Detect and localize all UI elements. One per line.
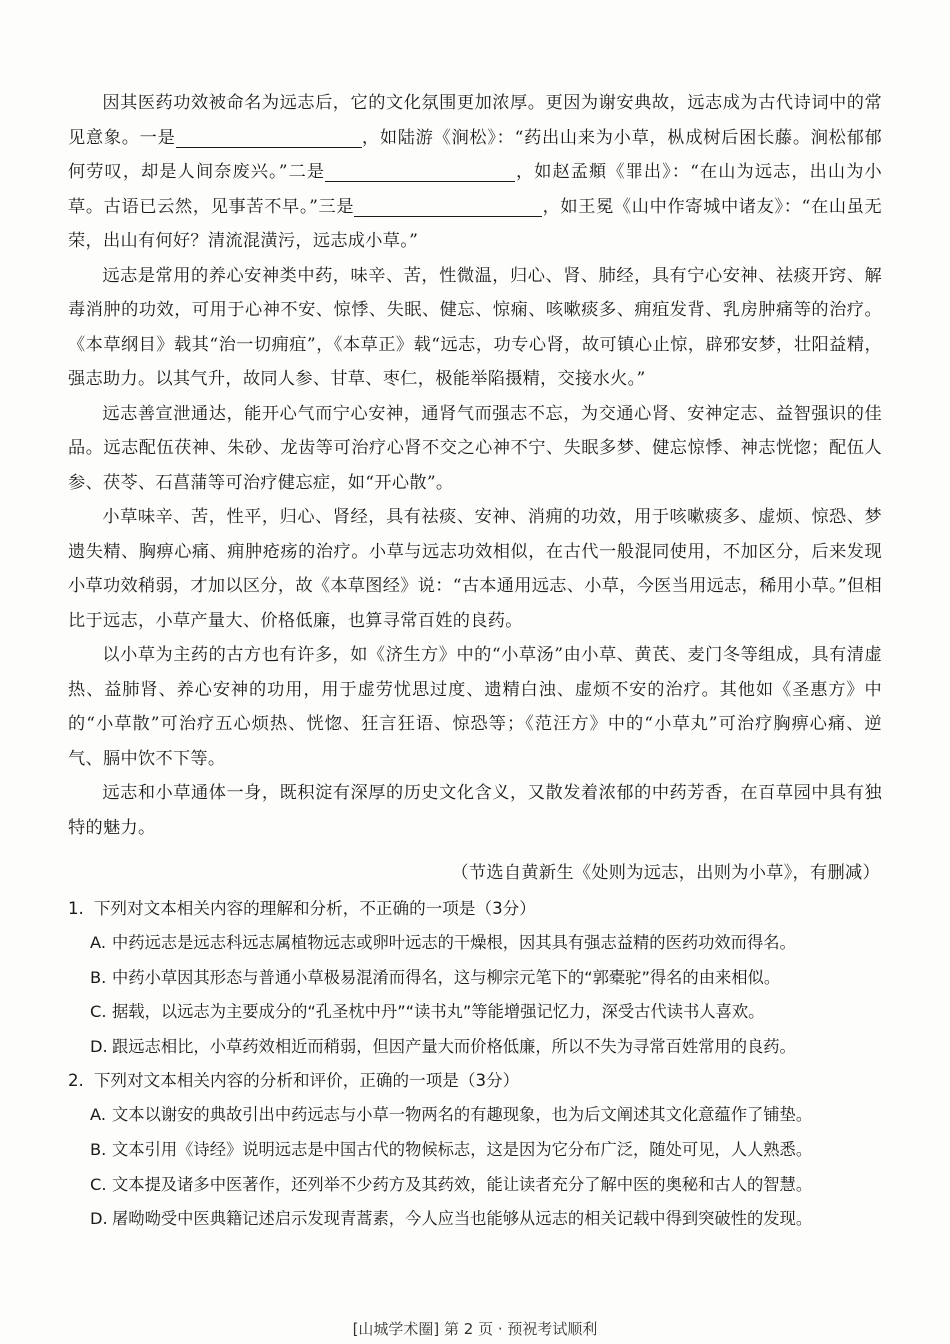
option-letter: C. [90, 1174, 107, 1194]
option-text: 中药远志是远志科远志属植物远志或卵叶远志的干燥根，因其具有强志益精的医药功效而得名。 [112, 933, 796, 952]
page-footer: [山城学术圈] 第 2 页 · 预祝考试顺利 [352, 1320, 598, 1338]
option-letter: C. [90, 1002, 107, 1022]
paragraph-1-text-a: 因其医药功效被命名为远志后，它的文化氛围更加浓厚。更因为谢安典故，远志成为古代诗词中的常见意象。一是 [68, 93, 882, 148]
question-stem [68, 892, 888, 926]
paragraph-5: 以小草为主药的古方也有许多，如《济生方》中的“小草汤”由小草、黄芪、麦门冬等组成，具有清虚热、益肺肾、养心安神的功用，用于虚劳忧思过度、遗精白浊、虚烦不安的治疗。其他如《圣惠方》中的“小草散”可治疗五心烦热、恍惚、狂言狂语、惊恐等；《范汪方》中的“小草丸”可治疗胸痹心痛、逆气、膈中饮不下等。 [68, 645, 882, 769]
option-text: 据载，以远志为主要成分的“孔圣枕中丹”“读书丸”等能增强记忆力，深受古代读书人喜欢。 [112, 1002, 765, 1022]
paragraph-1-text-d: ，如王冕《山中作寄城中诸友》：“在山虽无荣，出山有何好？清流混潢污，远志成小草。” [68, 196, 882, 251]
option-text: 中药小草因其形态与普通小草极易混淆而得名，这与柳宗元笔下的“郭橐驼”得名的由来相似。 [112, 967, 781, 987]
reading-passage [68, 86, 882, 845]
option-1b [90, 961, 888, 996]
option-2c [90, 1168, 888, 1203]
option-text: 屠呦呦受中医典籍记述启示发现青蒿素，今人应当也能够从远志的相关记载中得到突破性的发现。 [112, 1209, 813, 1229]
option-letter: B. [90, 967, 107, 987]
option-2d [90, 1202, 888, 1237]
option-text: 跟远志相比，小草药效相近而稍弱，但因产量大而价格低廉，所以不失为寻常百姓常用的良药。 [112, 1036, 796, 1056]
paragraph-4: 小草味辛、苦，性平，归心、肾经，具有祛痰、安神、消痈的功效，用于咳嗽痰多、虚烦、惊恐、梦遗失精、胸痹心痛、痈肿疮疡的治疗。小草与远志功效相似，在古代一般混同使用，不加区分，后来发现小草功效稍弱，才加以区分，故《本草图经》说：“古本通用远志、小草，今医当用远志，稀用小草。”但相比于远志，小草产量大、价格低廉，也算寻常百姓的良药。 [68, 507, 883, 631]
paragraph-2: 远志是常用的养心安神类中药，味辛、苦，性微温，归心、肾、肺经，具有宁心安神、祛痰开窍、解毒消肿的功效，可用于心神不安、惊悸、失眠、健忘、惊痫、咳嗽痰多、痈疽发背、乳房肿痛等的治疗。《本草纲目》载其“治一切痈疽”，《本草正》载“远志，功专心肾，故可镇心止惊，辟邪安梦，壮阳益精，强志助力。以其气升，故同人参、甘草、枣仁，极能举陷摄精，交接水火。” [68, 265, 882, 389]
option-1d [90, 1030, 888, 1065]
option-2a [90, 1098, 888, 1133]
option-1c [90, 995, 888, 1030]
option-1a [90, 926, 888, 961]
option-letter: A. [90, 1105, 107, 1125]
question-number: 1. [68, 899, 84, 918]
paragraph-6: 远志和小草通体一身，既积淀有深厚的历史文化含义，又散发着浓郁的中药芳香，在百草园中具有独特的魅力。 [68, 783, 882, 838]
paragraph-1-text-c: ，如赵孟頫《罪出》：“在山为远志，出山为小草。古语已云然，见事苦不早。”三是 [68, 162, 882, 217]
question-list [68, 892, 888, 1237]
question-1 [68, 892, 888, 1064]
paragraph-1-text-b: ，如陆游《涧松》：“药出山来为小草，枞成树后困长藤。涧松郁郁何劳叹，却是人间奈废兴。”二是 [68, 127, 882, 182]
question-stem [68, 1064, 888, 1098]
question-number: 2. [68, 1071, 84, 1091]
answer-blank-1 [176, 123, 362, 148]
option-text: 文本引用《诗经》说明远志是中国古代的物候标志，这是因为它分布广泛，随处可见，人人熟悉。 [112, 1139, 813, 1159]
paragraph-1 [68, 86, 882, 259]
option-2b [90, 1133, 888, 1168]
answer-blank-3 [354, 192, 542, 217]
question-2 [68, 1064, 888, 1236]
option-text: 文本提及诸多中医著作，还列举不少药方及其药效，能让读者充分了解中医的奥秘和古人的智慧。 [112, 1174, 813, 1194]
option-letter: D. [90, 1036, 108, 1056]
paragraph-3: 远志善宣泄通达，能开心气而宁心安神，通肾气而强志不忘，为交通心肾、安神定志、益智强识的佳品。远志配伍茯神、朱砂、龙齿等可治疗心肾不交之心神不宁、失眠多梦、健忘惊悸、神志恍惚；配伍人参、茯苓、石菖蒲等可治疗健忘症，如“开心散”。 [68, 403, 882, 493]
option-letter: D. [90, 1209, 108, 1229]
option-text: 文本以谢安的典故引出中药远志与小草一物两名的有趣现象，也为后文阐述其文化意蕴作了铺垫。 [112, 1105, 813, 1125]
option-letter: A. [90, 933, 107, 952]
answer-blank-2 [325, 157, 515, 182]
question-text: 下列对文本相关内容的分析和评价，正确的一项是（3分） [93, 1071, 520, 1091]
question-text: 下列对文本相关内容的理解和分析，不正确的一项是（3分） [93, 899, 536, 918]
option-letter: B. [90, 1139, 107, 1159]
source-citation: （节选自黄新生《处则为远志，出则为小草》，有删减） [451, 863, 880, 883]
